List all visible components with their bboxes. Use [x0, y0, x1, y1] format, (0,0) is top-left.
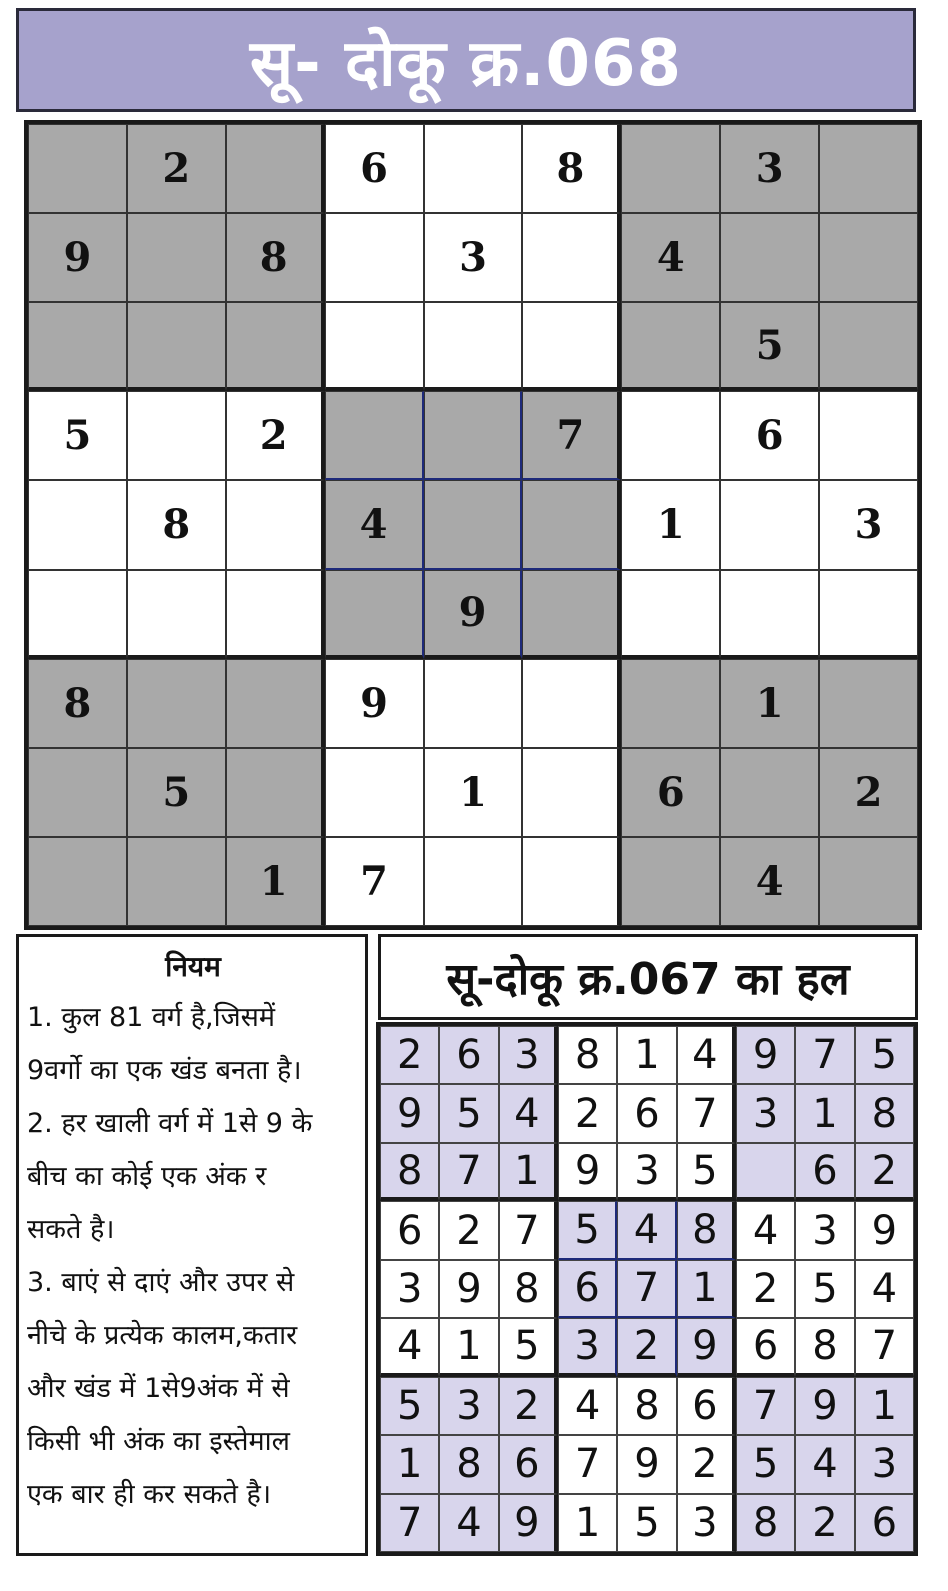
solution-cell: 3 — [499, 1026, 558, 1084]
solution-title: सू-दोकू क्र.067 का हल — [446, 954, 850, 1005]
solution-cell: 4 — [617, 1201, 676, 1259]
puzzle-cell[interactable]: 1 — [424, 748, 523, 837]
solution-cell: 2 — [558, 1084, 617, 1142]
solution-cell: 4 — [736, 1201, 795, 1259]
rules-line: 3. बाएं से दाएं और उपर से — [27, 1267, 295, 1298]
puzzle-cell[interactable]: 5 — [127, 748, 226, 837]
solution-cell: 6 — [380, 1201, 439, 1259]
solution-cell: 8 — [499, 1260, 558, 1318]
puzzle-cell[interactable]: 4 — [325, 480, 424, 569]
solution-cell: 2 — [499, 1377, 558, 1435]
solution-cell: 8 — [558, 1026, 617, 1084]
puzzle-cell[interactable] — [522, 748, 621, 837]
solution-cell: 4 — [795, 1435, 854, 1493]
solution-cell: 4 — [855, 1260, 914, 1318]
puzzle-cell[interactable] — [127, 213, 226, 302]
puzzle-cell[interactable] — [819, 659, 918, 748]
solution-cell: 3 — [617, 1143, 676, 1201]
puzzle-cell[interactable] — [424, 302, 523, 391]
puzzle-cell[interactable] — [621, 570, 720, 659]
puzzle-cell[interactable]: 1 — [720, 659, 819, 748]
puzzle-cell[interactable] — [226, 480, 325, 569]
solution-cell: 8 — [855, 1084, 914, 1142]
solution-cell: 1 — [795, 1084, 854, 1142]
solution-cell: 8 — [795, 1318, 854, 1376]
puzzle-cell[interactable]: 2 — [819, 748, 918, 837]
puzzle-cell[interactable] — [819, 837, 918, 926]
rules-line: 9वर्गो का एक खंड बनता है। — [27, 1055, 302, 1086]
puzzle-cell[interactable] — [127, 659, 226, 748]
solution-cell: 9 — [855, 1201, 914, 1259]
puzzle-cell[interactable]: 6 — [621, 748, 720, 837]
solution-cell: 7 — [617, 1260, 676, 1318]
sudoku-puzzle-grid — [24, 120, 922, 930]
solution-cell: 7 — [736, 1377, 795, 1435]
solution-cell: 3 — [855, 1435, 914, 1493]
puzzle-cell[interactable]: 8 — [28, 659, 127, 748]
solution-cell: 9 — [558, 1143, 617, 1201]
solution-cell: 2 — [736, 1260, 795, 1318]
puzzle-cell[interactable]: 9 — [424, 570, 523, 659]
puzzle-cell[interactable] — [127, 391, 226, 480]
solution-cell: 5 — [439, 1084, 498, 1142]
solution-cell — [736, 1143, 795, 1201]
solution-cell: 1 — [499, 1143, 558, 1201]
solution-cell: 4 — [499, 1084, 558, 1142]
puzzle-cell[interactable] — [819, 570, 918, 659]
puzzle-cell[interactable] — [325, 391, 424, 480]
solution-cell: 5 — [855, 1026, 914, 1084]
rules-panel — [16, 934, 368, 1556]
title-banner — [16, 8, 916, 112]
solution-cell: 2 — [617, 1318, 676, 1376]
puzzle-cell[interactable]: 4 — [720, 837, 819, 926]
solution-cell: 7 — [499, 1201, 558, 1259]
puzzle-cell[interactable] — [325, 748, 424, 837]
solution-cell: 3 — [795, 1201, 854, 1259]
solution-cell: 7 — [439, 1143, 498, 1201]
solution-cell: 4 — [380, 1318, 439, 1376]
rules-line: और खंड में 1से9अंक में से — [27, 1373, 290, 1404]
solution-cell: 8 — [736, 1494, 795, 1552]
puzzle-cell[interactable] — [819, 213, 918, 302]
puzzle-cell[interactable] — [819, 124, 918, 213]
puzzle-cell[interactable] — [226, 302, 325, 391]
puzzle-cell[interactable] — [226, 570, 325, 659]
puzzle-cell[interactable] — [127, 837, 226, 926]
solution-cell: 5 — [380, 1377, 439, 1435]
puzzle-cell[interactable] — [28, 124, 127, 213]
puzzle-cell[interactable] — [522, 837, 621, 926]
puzzle-title: सू- दोकू क्र.068 — [249, 26, 683, 101]
solution-cell: 7 — [795, 1026, 854, 1084]
solution-cell: 6 — [439, 1026, 498, 1084]
puzzle-cell[interactable]: 2 — [226, 391, 325, 480]
solution-cell: 6 — [617, 1084, 676, 1142]
solution-cell: 2 — [439, 1201, 498, 1259]
solution-cell: 4 — [677, 1026, 736, 1084]
puzzle-cell[interactable]: 4 — [621, 213, 720, 302]
puzzle-cell[interactable] — [325, 570, 424, 659]
solution-title-box — [378, 934, 918, 1020]
puzzle-cell[interactable] — [28, 570, 127, 659]
puzzle-cell[interactable]: 9 — [28, 213, 127, 302]
solution-cell: 2 — [380, 1026, 439, 1084]
puzzle-cell[interactable] — [819, 302, 918, 391]
solution-cell: 6 — [855, 1494, 914, 1552]
puzzle-cell[interactable] — [226, 748, 325, 837]
solution-cell: 1 — [439, 1318, 498, 1376]
rules-line: 2. हर खाली वर्ग में 1से 9 के — [27, 1108, 313, 1139]
solution-cell: 3 — [736, 1084, 795, 1142]
solution-cell: 6 — [795, 1143, 854, 1201]
solution-cell: 9 — [795, 1377, 854, 1435]
puzzle-cell[interactable] — [720, 213, 819, 302]
solution-cell: 4 — [439, 1494, 498, 1552]
puzzle-cell[interactable] — [522, 659, 621, 748]
solution-cell: 2 — [855, 1143, 914, 1201]
puzzle-cell[interactable] — [28, 837, 127, 926]
solution-cell: 7 — [558, 1435, 617, 1493]
puzzle-cell[interactable] — [621, 837, 720, 926]
puzzle-cell[interactable]: 8 — [522, 124, 621, 213]
puzzle-cell[interactable]: 5 — [28, 391, 127, 480]
solution-cell: 9 — [677, 1318, 736, 1376]
puzzle-cell[interactable] — [424, 837, 523, 926]
puzzle-cell[interactable]: 6 — [325, 124, 424, 213]
rules-heading: नियम — [165, 950, 221, 983]
puzzle-cell[interactable]: 2 — [127, 124, 226, 213]
solution-cell: 6 — [736, 1318, 795, 1376]
rules-line: 1. कुल 81 वर्ग है,जिसमें — [27, 1002, 276, 1033]
solution-cell: 7 — [855, 1318, 914, 1376]
solution-cell: 1 — [617, 1026, 676, 1084]
puzzle-cell[interactable] — [424, 480, 523, 569]
solution-cell: 5 — [499, 1318, 558, 1376]
solution-cell: 8 — [439, 1435, 498, 1493]
solution-cell: 5 — [558, 1201, 617, 1259]
solution-cell: 3 — [439, 1377, 498, 1435]
solution-cell: 5 — [795, 1260, 854, 1318]
rules-line: एक बार ही कर सकते है। — [27, 1479, 272, 1510]
solution-cell: 8 — [677, 1201, 736, 1259]
puzzle-cell[interactable]: 5 — [720, 302, 819, 391]
solution-cell: 7 — [380, 1494, 439, 1552]
puzzle-cell[interactable]: 9 — [325, 659, 424, 748]
puzzle-cell[interactable] — [522, 570, 621, 659]
puzzle-cell[interactable] — [28, 480, 127, 569]
solution-cell: 8 — [617, 1377, 676, 1435]
puzzle-cell[interactable] — [621, 302, 720, 391]
puzzle-cell[interactable] — [226, 659, 325, 748]
puzzle-cell[interactable]: 7 — [325, 837, 424, 926]
puzzle-cell[interactable] — [325, 302, 424, 391]
solution-cell: 5 — [736, 1435, 795, 1493]
solution-cell: 7 — [677, 1084, 736, 1142]
puzzle-cell[interactable]: 3 — [819, 480, 918, 569]
rules-line: नीचे के प्रत्येक कालम,कतार — [27, 1320, 298, 1351]
puzzle-cell[interactable] — [325, 213, 424, 302]
puzzle-cell[interactable] — [720, 570, 819, 659]
solution-cell: 8 — [380, 1143, 439, 1201]
puzzle-cell[interactable] — [522, 480, 621, 569]
solution-cell: 5 — [677, 1143, 736, 1201]
solution-cell: 1 — [855, 1377, 914, 1435]
solution-cell: 3 — [558, 1318, 617, 1376]
solution-cell: 5 — [617, 1494, 676, 1552]
puzzle-cell[interactable]: 8 — [127, 480, 226, 569]
puzzle-cell[interactable]: 7 — [522, 391, 621, 480]
solution-cell: 4 — [558, 1377, 617, 1435]
puzzle-cell[interactable] — [720, 480, 819, 569]
rules-line: किसी भी अंक का इस्तेमाल — [27, 1426, 290, 1457]
solution-cell: 9 — [439, 1260, 498, 1318]
rules-line: सकते है। — [27, 1214, 115, 1245]
solution-cell: 1 — [558, 1494, 617, 1552]
solution-cell: 1 — [380, 1435, 439, 1493]
solution-cell: 1 — [677, 1260, 736, 1318]
solution-cell: 9 — [380, 1084, 439, 1142]
puzzle-cell[interactable]: 3 — [424, 213, 523, 302]
solution-cell: 6 — [499, 1435, 558, 1493]
solution-cell: 9 — [617, 1435, 676, 1493]
puzzle-cell[interactable] — [424, 391, 523, 480]
puzzle-cell[interactable]: 6 — [720, 391, 819, 480]
puzzle-cell[interactable] — [522, 302, 621, 391]
puzzle-cell[interactable]: 1 — [226, 837, 325, 926]
puzzle-cell[interactable] — [424, 124, 523, 213]
puzzle-cell[interactable] — [819, 391, 918, 480]
solution-cell: 2 — [795, 1494, 854, 1552]
puzzle-cell[interactable] — [28, 748, 127, 837]
puzzle-cell[interactable] — [621, 391, 720, 480]
sudoku-solution-grid — [376, 1022, 918, 1556]
puzzle-cell[interactable]: 8 — [226, 213, 325, 302]
puzzle-cell[interactable] — [522, 213, 621, 302]
puzzle-cell[interactable] — [28, 302, 127, 391]
solution-cell: 3 — [380, 1260, 439, 1318]
solution-cell: 3 — [677, 1494, 736, 1552]
solution-cell: 6 — [677, 1377, 736, 1435]
puzzle-cell[interactable] — [424, 659, 523, 748]
puzzle-cell[interactable] — [226, 124, 325, 213]
rules-line: बीच का कोई एक अंक र — [27, 1161, 267, 1192]
solution-cell: 9 — [499, 1494, 558, 1552]
puzzle-cell[interactable] — [621, 124, 720, 213]
puzzle-cell[interactable] — [127, 302, 226, 391]
puzzle-cell[interactable] — [127, 570, 226, 659]
puzzle-cell[interactable] — [720, 748, 819, 837]
solution-cell: 9 — [736, 1026, 795, 1084]
solution-cell: 6 — [558, 1260, 617, 1318]
puzzle-cell[interactable]: 1 — [621, 480, 720, 569]
puzzle-cell[interactable] — [621, 659, 720, 748]
solution-cell: 2 — [677, 1435, 736, 1493]
puzzle-cell[interactable]: 3 — [720, 124, 819, 213]
